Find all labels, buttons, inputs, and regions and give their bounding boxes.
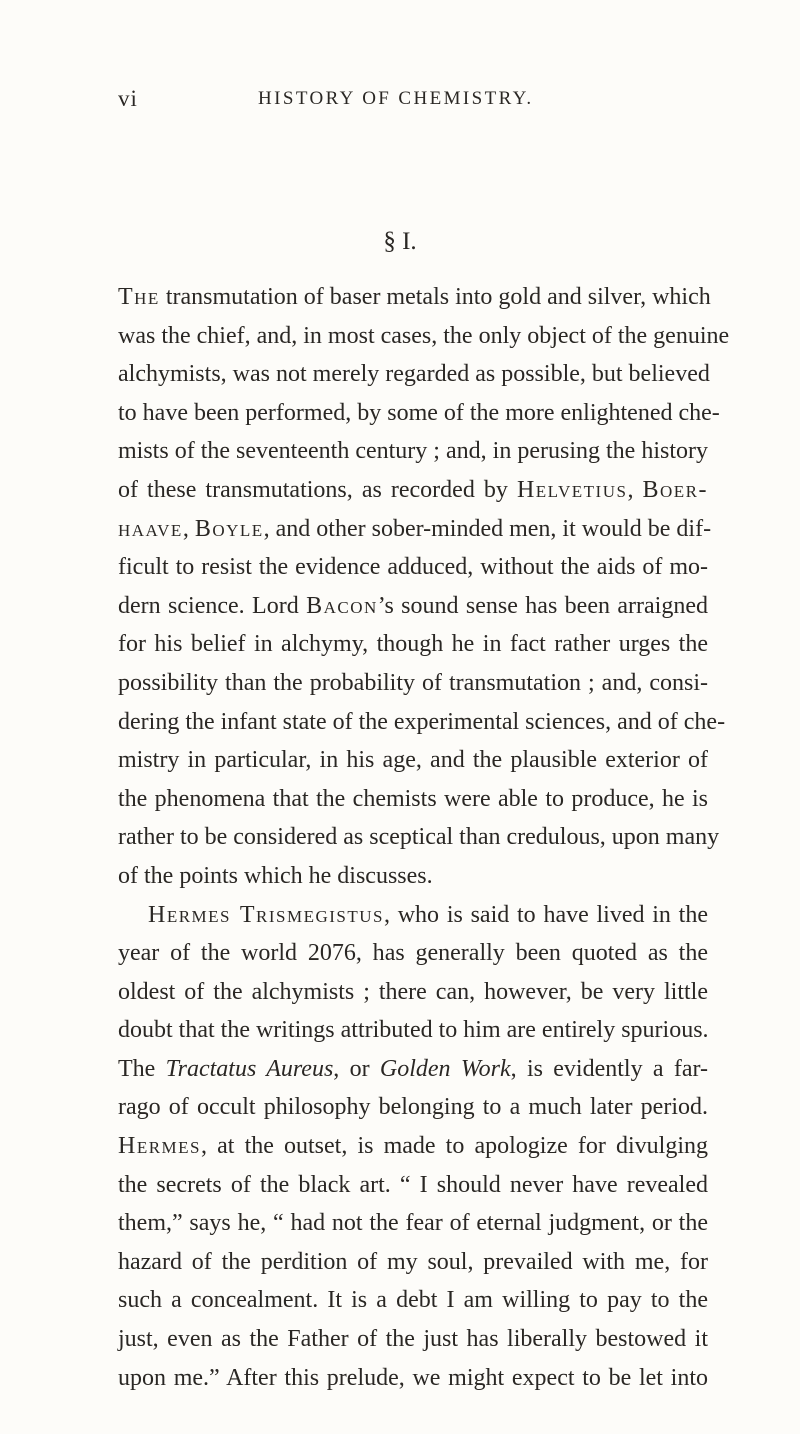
paragraph <box>118 278 730 896</box>
text-line: oldest of the alchymists ; there can, however, be very little <box>118 978 708 1005</box>
text-line: for his belief in alchymy, though he in fact rather urges the <box>118 631 708 658</box>
text-line: mistry in particular, in his age, and the plausible exterior of <box>118 747 708 774</box>
text-line <box>118 587 708 626</box>
text-line: of the points which he discusses. <box>118 862 433 889</box>
text-line: rago of occult philosophy belonging to a much later period. <box>118 1094 708 1121</box>
text-line: mists of the seventeenth century ; and, in perusing the history <box>118 438 708 465</box>
text-span: ’s sound sense has been arraigned <box>377 592 708 619</box>
text-span: , who is said to have lived in the <box>383 901 709 928</box>
text-line: dering the infant state of the experimental sciences, and of che- <box>118 708 726 735</box>
text-span: , <box>627 476 643 503</box>
text-line: alchymists, was not merely regarded as possible, but believed <box>118 361 710 388</box>
section-heading: § I. <box>383 228 417 255</box>
text-line: was the chief, and, in most cases, the only object of the genuine <box>118 322 730 349</box>
text-line: just, even as the Father of the just has liberally bestowed it <box>118 1326 708 1353</box>
paragraph <box>118 896 708 1398</box>
text-span: The <box>118 1055 166 1082</box>
text-span: , is evidently a far- <box>510 1055 709 1082</box>
text-line: possibility than the probability of transmutation ; and, consi- <box>118 669 708 696</box>
text-line: year of the world 2076, has generally been quoted as the <box>118 940 708 967</box>
text-line: doubt that the writings attributed to him are entirely spurious. <box>118 1017 709 1044</box>
person-name: Boyle <box>194 515 264 542</box>
text-line: such a concealment. It is a debt I am willing to pay to the <box>118 1287 708 1314</box>
person-name: Hermes Trismegistus <box>148 901 384 928</box>
text-line <box>118 1127 708 1166</box>
running-head <box>118 86 718 116</box>
text-line: rather to be considered as sceptical than credulous, upon many <box>118 824 720 851</box>
text-span: , or <box>333 1055 380 1082</box>
text-line: the secrets of the black art. “ I should never have revealed <box>118 1171 708 1198</box>
text-span: , at the outset, is made to apologize for divulging <box>201 1133 708 1160</box>
text-span: of these transmutations, as recorded by <box>118 476 517 503</box>
person-name: Hermes <box>118 1133 202 1160</box>
book-title: Golden Work <box>379 1055 511 1082</box>
body-text <box>118 278 730 1397</box>
text-line <box>118 896 708 935</box>
text-line: them,” says he, “ had not the fear of eternal judgment, or the <box>118 1210 708 1237</box>
text-span: , and other sober-minded men, it would be dif- <box>263 515 712 542</box>
page-number: vi <box>118 86 138 111</box>
person-name: Boer- <box>642 476 709 503</box>
book-title: Tractatus Aureus <box>165 1055 334 1082</box>
text-line <box>118 278 711 317</box>
text-line: the phenomena that the chemists were able to produce, he is <box>118 785 708 812</box>
text-span: , <box>182 515 195 542</box>
text-line <box>118 471 708 510</box>
person-name: Helvetius <box>516 476 628 503</box>
text-line <box>118 510 712 549</box>
person-name: haave <box>118 515 183 542</box>
text-line: to have been performed, by some of the more enlightened che- <box>118 399 720 426</box>
person-name: Bacon <box>306 592 378 619</box>
text-line <box>118 1050 708 1089</box>
text-line: ficult to resist the evidence adduced, without the aids of mo- <box>118 554 708 581</box>
text-span: dern science. Lord <box>118 592 307 619</box>
running-title: HISTORY OF CHEMISTRY. <box>258 88 534 109</box>
text-line: hazard of the perdition of my soul, prevailed with me, for <box>118 1248 708 1275</box>
drop-word: The <box>118 284 160 310</box>
text-line: upon me.” After this prelude, we might expect to be let into <box>118 1364 708 1391</box>
text-span: transmutation of baser metals into gold and silver, which <box>159 284 711 310</box>
